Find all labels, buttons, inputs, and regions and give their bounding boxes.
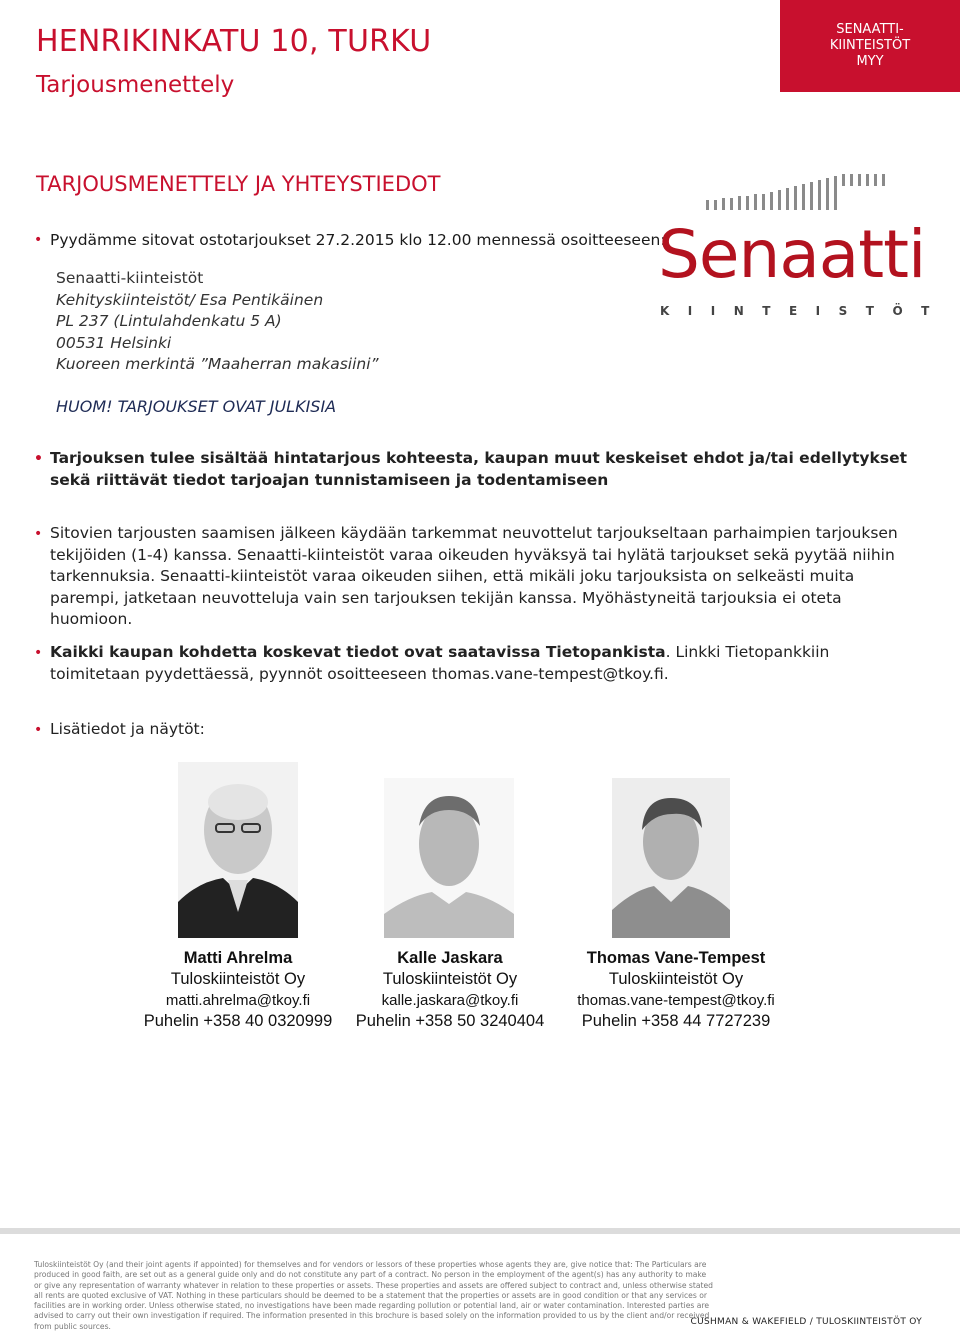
data-room-bold: Kaikki kaupan kohdetta koskevat tiedot ovat saatavissa Tietopankista [50,643,666,661]
seller-badge-line: MYY [856,54,884,69]
offer-contents-text: Tarjouksen tulee sisältää hintatarjous kohteesta, kaupan muut keskeiset ehdot ja/tai edellytykset sekä riittävät tiedot tarjoajan tunnistamiseen ja todentamiseen [50,449,907,489]
contact-email: kalle.jaskara@tkoy.fi [381,992,519,1009]
page-title: HENRIKINKATU 10, TURKU [36,24,432,59]
negotiation-text: Sitovien tarjousten saamisen jälkeen käydään tarkemmat neuvottelut tarjoukseltaan parhaimpien tarjouksen tekijöiden (1-4) kanssa. Senaatti-kiinteistöt varaa oikeuden hyväksyä tai hylätä tarjoukset sekä pyytää niihin tarkennuksia. Senaatti-kiinteistöt varaa oikeuden siihen, että mikäli joku tarjouksista on selkeästi muita parempi, jatketaan neuvotteluja vain sen tarjouksen tekijän kanssa. Myöhästyneitä tarjouksia ei oteta huomioon. [50,524,898,628]
contact-card-matti [132,948,344,1032]
address-line: Senaatti-kiinteistöt [56,269,204,287]
bullet-icon: • [34,645,43,661]
footer-brand: CUSHMAN & WAKEFIELD / TULOSKIINTEISTÖT OY [690,1317,922,1327]
bullet-icon: • [34,451,43,467]
bullet-icon: • [34,232,43,248]
legal-disclaimer: Tuloskiinteistöt Oy (and their joint agents if appointed) for themselves and for vendors or lessors of these properties whose agents they are, give notice that: The Particulars are produced in good faith, are set out as a general guide only and do not constitute any part of a contract. No person in the employment of the agent(s) has any authority to make or give any representation of warranty whatever in relation to these properties or assets. These properties and assets are offered subject to contract and, unless otherwise stated all rents are quoted exclusive of VAT. Nothing in these particulars should be deemed to be a statement that the properties or assets are in good condition or that any services or facilities are in working order. Unless otherwise stated, no investigations have been made regarding pollution or potential land, air or water contamination. Interested parties are advised to carry out their own investigation if required. The information presented in this brochure is based solely on the information provided to us by the client and/or received from public sources. [34,1260,713,1331]
contact-phone: Puhelin +358 50 3240404 [355,1012,545,1030]
contact-company: Tuloskiinteistöt Oy [170,970,306,988]
negotiation-bullet [34,523,914,631]
page-subtitle: Tarjousmenettely [36,72,235,98]
address-line: Kuoreen merkintä ”Maaherran makasiini” [56,355,379,373]
portrait-photo-matti [178,762,298,938]
seller-badge [780,0,960,92]
more-info-text: Lisätiedot ja näytöt: [50,720,205,738]
contact-company: Tuloskiinteistöt Oy [382,970,518,988]
data-room-text [50,642,914,685]
contact-phone: Puhelin +358 40 0320999 [143,1012,333,1030]
seller-badge-line: SENAATTI- [836,22,904,37]
portrait-photo-thomas [612,778,730,938]
address-block [56,268,379,376]
seller-badge-line: KIINTEISTÖT [829,38,911,53]
logo-wordmark: Senaatti [658,216,926,293]
address-line: PL 237 (Lintulahdenkatu 5 A) [56,312,282,330]
address-line: 00531 Helsinki [56,333,172,352]
deadline-bullet [34,230,666,251]
logo-subword: KIINTEISTÖT [660,304,948,318]
contact-company: Tuloskiinteistöt Oy [608,970,744,988]
data-room-rest: . Linkki Tietopankkiin toimitetaan pyydettäessä, pyynnöt osoitteeseen thomas.vane-tempest@tkoy.fi. [50,643,830,683]
contact-phone: Puhelin +358 44 7727239 [581,1012,771,1030]
contact-name: Matti Ahrelma [183,949,293,967]
section-heading: TARJOUSMENETTELY JA YHTEYSTIEDOT [36,172,441,196]
contact-card-kalle [344,948,556,1032]
contact-email: thomas.vane-tempest@tkoy.fi [577,992,775,1009]
logo-bars-icon [706,172,896,214]
public-offers-notice: HUOM! TARJOUKSET OVAT JULKISIA [56,397,337,416]
senaatti-logo [656,170,948,330]
contact-email: matti.ahrelma@tkoy.fi [165,992,311,1009]
contact-name: Thomas Vane-Tempest [586,949,766,967]
contact-card-thomas [560,948,792,1032]
address-line: Kehityskiinteistöt/ Esa Pentikäinen [56,290,324,309]
bullet-icon: • [34,526,43,542]
data-room-bullet [34,642,914,685]
contact-name: Kalle Jaskara [397,949,503,967]
deadline-text: Pyydämme sitovat ostotarjoukset 27.2.2015 klo 12.00 mennessä osoitteeseen: [50,231,666,249]
bullet-icon: • [34,722,43,738]
portrait-photo-kalle [384,778,514,938]
footer-divider [0,1228,960,1234]
more-info-bullet [34,719,914,741]
offer-contents-bullet [34,448,914,491]
